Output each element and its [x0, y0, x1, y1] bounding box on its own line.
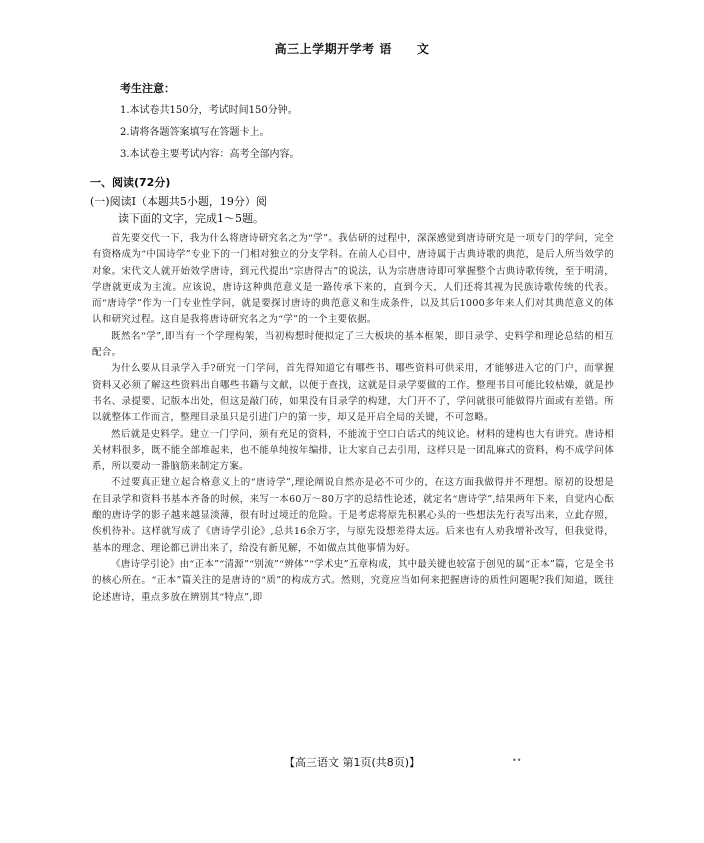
exam-notice [120, 78, 300, 166]
notice-item: 2.请将各题答案填写在答题卡上。 [120, 127, 270, 138]
corner-mark: •• [512, 756, 522, 765]
section-heading: 一、阅读(72分) [90, 176, 171, 189]
page-title: 高三上学期开学考 语 文 [274, 42, 430, 56]
notice-heading: 考生注意： [120, 82, 175, 95]
passage-paragraph: 为什么要从目录学入手?研究一门学问，首先得知道它有哪些书、哪些资料可供采用，才能够进入它的门户，而掌握资料又必须了解这些资料出自哪些书籍与文献，以便于查找，这就是目录学要做的工作。整理书目可能比较枯燥，就是抄书名、录提要、记版本出处，但这是敲门砖，如果没有目录学的构建，大门开不了，学问就很可能做得片面或有差错。所以就整体工作而言，整理目录虽只是引进门户的第一步，却又是开启全局的关键，不可忽略。 [92, 363, 614, 424]
passage-paragraph: 然后就是史料学。建立一门学问，须有充足的资料，不能流于空口白话式的纯议论。材料的建构也大有讲究。唐诗相关材料很多，既不能全部堆起来，也不能单纯按年编排，让大家自己去引用，这样只是一团乱麻式的资料，构不成学问体系，所以要动一番脑筋来制定方案。 [92, 428, 614, 473]
page-footer: 【高三语文 第1页(共8页)】 [283, 756, 421, 769]
passage-paragraph: 首先要交代一下，我为什么将唐诗研究名之为“学”。我估研的过程中，深深感觉到唐诗研究是一项专门的学问，完全有资格成为“中国诗学”专业下的一门相对独立的分支学科。在前人心目中，唐诗属于古典诗歌的典范，是后人所当效学的对象。宋代文人就开始效学唐诗，到元代提出“宗唐得古”的说法，认为宗唐唐诗即可掌握整个古典诗歌传统，至于明清，学唐就更成为主流。应该说，唐诗这种典范意义是一路传承下来的，直到今天，人们还将其视为民族诗歌传统的代表。而“唐诗学”作为一门专业性学问，就是要探讨唐诗的典范意义和生成条件，以及其后1000多年来人们对其典范意义的体认和研究过程。这自是我将唐诗研究名之为“学”的一个主要依据。 [92, 233, 614, 326]
passage-paragraph: 《唐诗学引论》由“正本”“清源”“别流”“辨体”“学术史”五章构成，其中最关键也较富于创见的属“正本”篇，它是全书的核心所在。“正本”篇关注的是唐诗的“质”的构成方式。然则，究竟应当如何来把握唐诗的质性问题呢?我们知道，既往论述唐诗，重点多放在辨别其“特点”,即 [92, 558, 614, 603]
section-subheading: (一)阅读I（本题共5小题，19分）阅 [90, 195, 267, 208]
section-instruction: 读下面的文字，完成1～5题。 [118, 212, 264, 225]
notice-item: 3.本试卷主要考试内容：高考全部内容。 [120, 149, 300, 160]
passage-paragraph: 不过要真正建立起合格意义上的“唐诗学”,理论阐说自然亦是必不可少的，在这方面我做得并不理想。原初的设想是在目录学和资料书基本齐备的时候，来写一本60万～80万字的总结性论述，就定名“唐诗学”,结果两年下来，自觉内心酝酿的唐诗学的影子越来越显淡薄，很有时过境迁的危险。于是考虑将原先积累心头的一些想法先行表写出来，立此存照，俟机待补。这样就写成了《唐诗学引论》,总共16余万字，与原先设想差得太远。后来也有人劝我增补改写，但我觉得，基本的理念、理论都已讲出来了，给没有新见解，不如做点其他事情为好。 [92, 477, 614, 554]
reading-passage [92, 231, 614, 606]
passage-paragraph: 既然名“学”,即当有一个学理构架，当初构想时便拟定了三大板块的基本框架，即目录学、史料学和理论总结的相互配合。 [92, 330, 614, 359]
notice-item: 1.本试卷共150分，考试时间150分钟。 [120, 105, 298, 116]
